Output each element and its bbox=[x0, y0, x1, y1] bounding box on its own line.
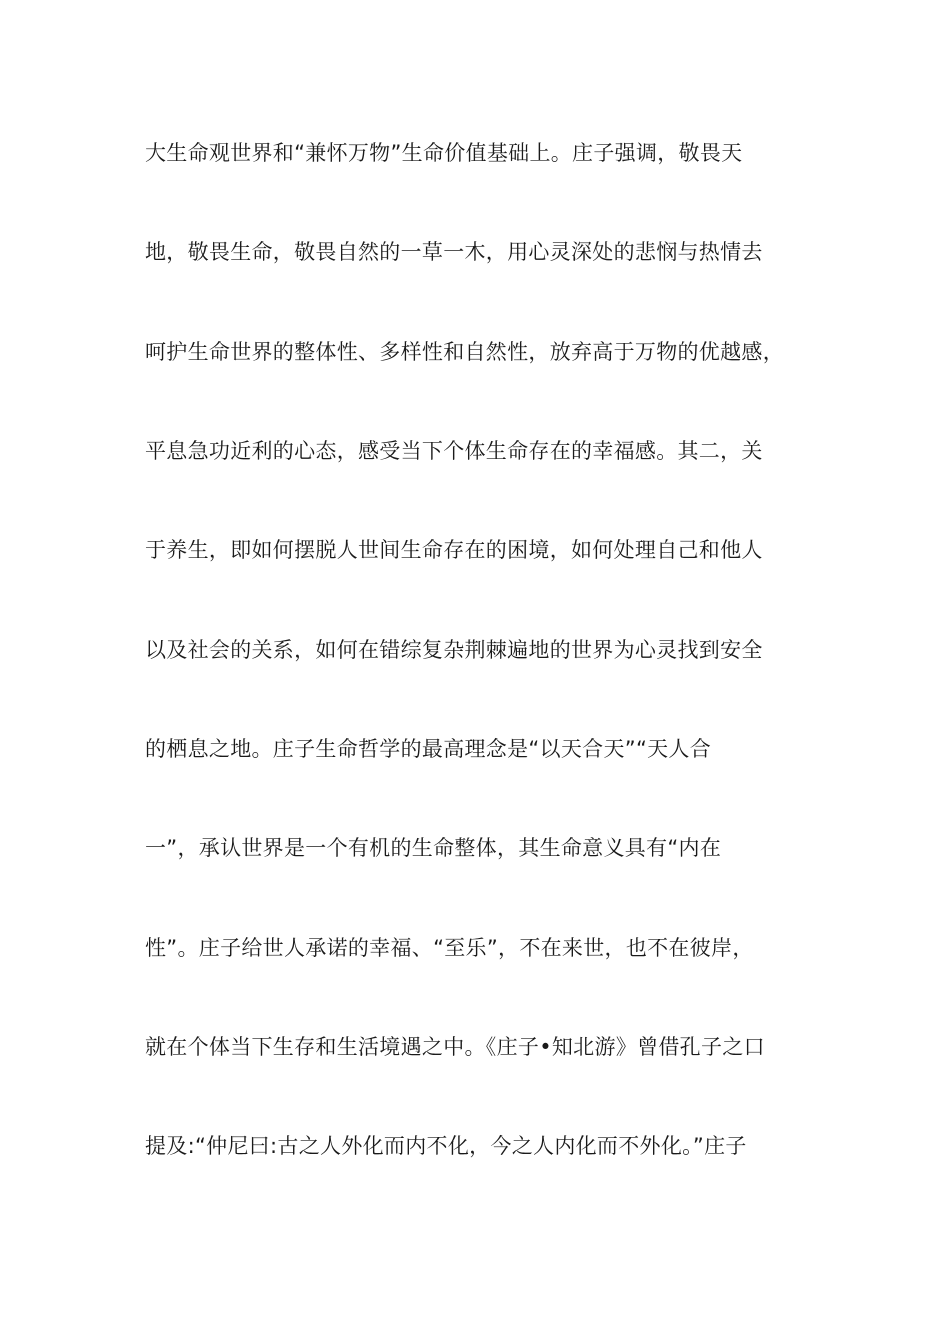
text-line-2: 地，敬畏生命，敬畏自然的一草一木，用心灵深处的悲悯与热情去 bbox=[145, 240, 763, 264]
text-line-9: 性”。庄子给世人承诺的幸福、“至乐”，不在来世，也不在彼岸， bbox=[145, 936, 754, 960]
text-line-8: 一”，承认世界是一个有机的生命整体，其生命意义具有“内在 bbox=[145, 836, 722, 860]
text-line-10: 就在个体当下生存和生活境遇之中。《庄子•知北游》曾借孔子之口 bbox=[145, 1035, 765, 1059]
text-line-7: 的栖息之地。庄子生命哲学的最高理念是“以天合天”“天人合 bbox=[145, 737, 712, 761]
text-line-4: 平息急功近利的心态，感受当下个体生命存在的幸福感。其二，关 bbox=[145, 439, 763, 463]
text-line-3: 呵护生命世界的整体性、多样性和自然性，放弃高于万物的优越感， bbox=[145, 340, 784, 364]
text-line-11: 提及:“仲尼曰:古之人外化而内不化，今之人内化而不外化。”庄子 bbox=[145, 1134, 747, 1158]
text-line-1: 大生命观世界和“兼怀万物”生命价值基础上。庄子强调，敬畏天 bbox=[145, 141, 743, 165]
text-line-5: 于养生，即如何摆脱人世间生命存在的困境，如何处理自己和他人 bbox=[145, 538, 763, 562]
text-line-6: 以及社会的关系，如何在错综复杂荆棘遍地的世界为心灵找到安全 bbox=[145, 638, 763, 662]
